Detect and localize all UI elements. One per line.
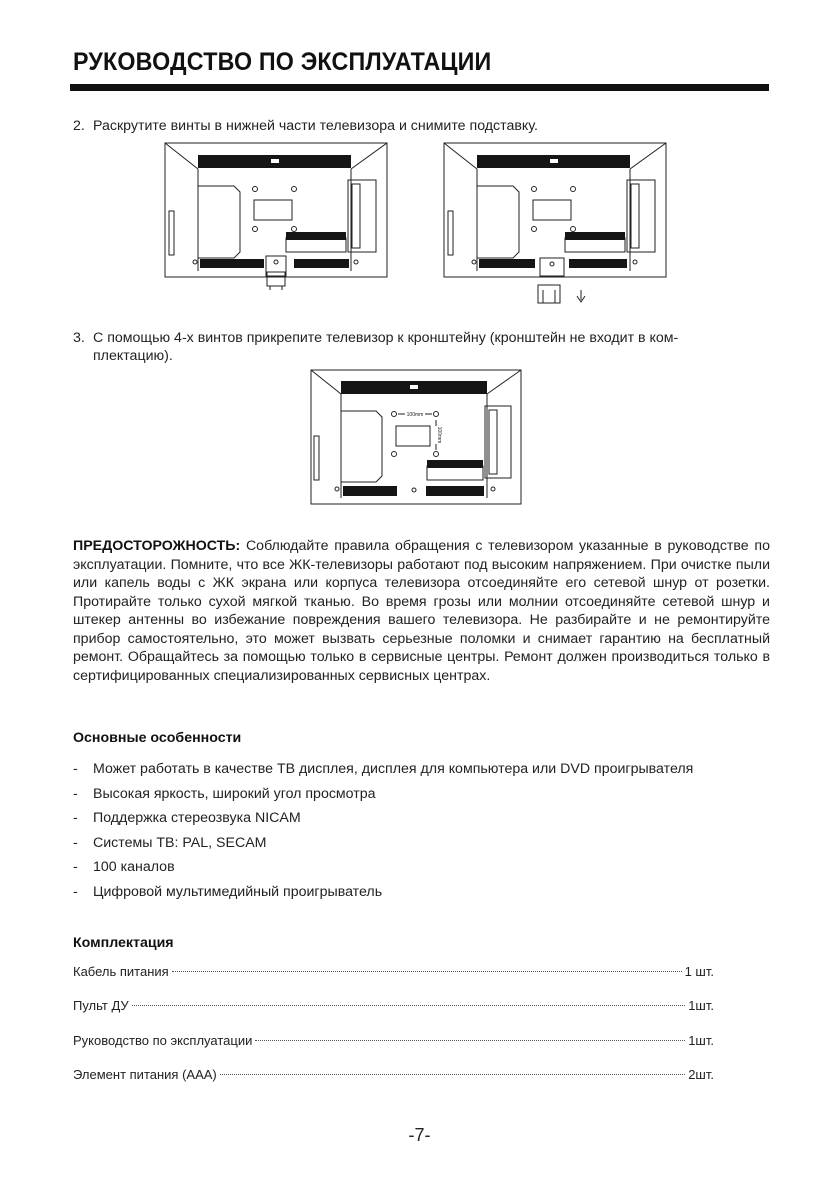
list-item-text: Высокая яркость, широкий угол просмотра bbox=[93, 785, 376, 802]
list-dash: - bbox=[73, 834, 78, 851]
tv-back-stand-removed-illustration bbox=[443, 140, 667, 310]
kit-list bbox=[73, 964, 714, 1101]
features-list bbox=[73, 760, 693, 908]
dot-leader bbox=[220, 1074, 685, 1075]
step-3 bbox=[73, 329, 770, 365]
horizontal-dimension-label: 100mm bbox=[406, 412, 424, 418]
kit-item-qty: 1шт. bbox=[688, 998, 714, 1014]
list-item-text: 100 каналов bbox=[93, 859, 175, 876]
step-number: 3. bbox=[73, 330, 85, 346]
dot-leader bbox=[172, 971, 682, 972]
kit-row bbox=[73, 1033, 714, 1067]
list-item bbox=[73, 858, 693, 883]
list-dash: - bbox=[73, 761, 78, 777]
list-item bbox=[73, 883, 693, 908]
kit-item-qty: 2шт. bbox=[688, 1066, 714, 1082]
list-item-text: Системы ТВ: PAL, SECAM bbox=[93, 834, 267, 851]
kit-item-qty: 1 шт. bbox=[684, 964, 714, 979]
list-item bbox=[73, 785, 693, 810]
list-dash: - bbox=[73, 785, 78, 802]
kit-heading: Комплектация bbox=[73, 935, 174, 951]
step-2 bbox=[73, 117, 770, 135]
tv-back-with-stand-illustration bbox=[164, 140, 388, 292]
list-item bbox=[73, 809, 693, 834]
dot-leader bbox=[255, 1040, 685, 1041]
list-item-text: Цифровой мультимедийный проигрыватель bbox=[93, 883, 383, 900]
tv-vesa-mount-illustration bbox=[310, 368, 522, 508]
step-text: С помощью 4-х винтов прикрепите телевизор к кронштейну (кронштейн не входит в ком- bbox=[93, 330, 679, 346]
list-item bbox=[73, 834, 693, 859]
list-item-text: Поддержка стереозвука NICAM bbox=[93, 810, 301, 827]
page-number: -7- bbox=[408, 1125, 431, 1145]
kit-item-name: Элемент питания (ААА) bbox=[73, 1066, 217, 1082]
header-rule bbox=[70, 84, 769, 91]
vertical-dimension-label: 100mm bbox=[436, 426, 442, 444]
kit-row bbox=[73, 964, 714, 998]
step-text: Раскрутите винты в нижней части телевизора и снимите подставку. bbox=[93, 118, 538, 134]
dot-leader bbox=[132, 1005, 686, 1006]
step-text-continued: плектацию). bbox=[93, 348, 173, 364]
features-heading: Основные особенности bbox=[73, 730, 242, 746]
kit-item-name: Кабель питания bbox=[73, 964, 169, 979]
list-dash: - bbox=[73, 810, 78, 827]
list-dash: - bbox=[73, 859, 78, 876]
kit-row bbox=[73, 1067, 714, 1101]
kit-item-qty: 1шт. bbox=[688, 1032, 714, 1048]
caution-text: Соблюдайте правила обращения с телевизором указанные в руководстве по эксплуатации. Помните, что все ЖК-телевизоры работают под высоким напряжением. При очистке пыли или капель воды с ЖК экрана или корпуса телевизора отсоединяйте его сетевой шнур от розетки. Протирайте только сухой мягкой тканью. Во время грозы или молнии отсоединяйте сетевой шнур и штекер антенны во избежание повреждения вашего телевизора. Не разбирайте и не ремонтируйте прибор самостоятельно, это может вызвать серьезные поломки и снимает гарантию на бесплатный ремонт. Обращайтесь за помощью только в сервисные центры. Ремонт должен производиться только в сертифицированных специализированных сервисных центрах. bbox=[73, 538, 770, 684]
step-number: 2. bbox=[73, 118, 85, 134]
caution-label: ПРЕДОСТОРОЖНОСТЬ: bbox=[73, 538, 241, 554]
kit-item-name: Пульт ДУ bbox=[73, 998, 129, 1014]
list-item bbox=[73, 760, 693, 785]
list-item-text: Может работать в качестве ТВ дисплея, дисплея для компьютера или DVD проигрывателя bbox=[93, 761, 694, 777]
list-dash: - bbox=[73, 883, 78, 900]
kit-item-name: Руководство по эксплуатации bbox=[73, 1032, 253, 1048]
caution-paragraph bbox=[73, 537, 770, 685]
kit-row bbox=[73, 998, 714, 1032]
page-title: РУКОВОДСТВО ПО ЭКСПЛУАТАЦИИ bbox=[73, 48, 492, 76]
